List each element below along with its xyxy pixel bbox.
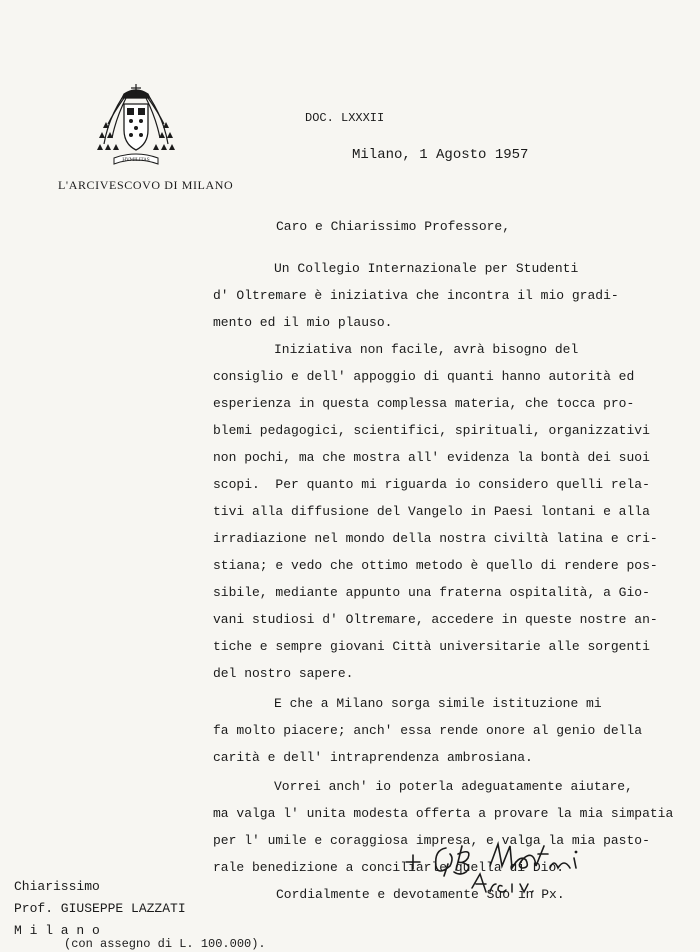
date-line: Milano, 1 Agosto 1957	[352, 147, 529, 163]
body-line: rale benedizione a conciliarle quella di Dio.	[213, 860, 565, 875]
body-line: mento ed il mio plauso.	[213, 315, 393, 330]
body-line: scopi. Per quanto mi riguarda io considero quelli rela-	[213, 477, 650, 492]
closing-line: Cordialmente e devotamente Suo in Px.	[276, 887, 565, 902]
body-line: blemi pedagogici, scientifici, spirituali, organizzativi	[213, 423, 650, 438]
body-line: tiche e sempre giovani Città universitarie alle sorgenti	[213, 639, 650, 654]
body-line: Iniziativa non facile, avrà bisogno del	[274, 342, 579, 357]
body-line: ma valga l' unita modesta offerta a provare la mia simpatia	[213, 806, 674, 821]
body-line: del nostro sapere.	[213, 666, 354, 681]
handwritten-signature	[398, 836, 608, 900]
body-line: carità e dell' intraprendenza ambrosiana.	[213, 750, 533, 765]
coat-of-arms-icon	[96, 84, 176, 176]
body-line: per l' umile e coraggiosa impresa, e valga la mia pasto-	[213, 833, 650, 848]
body-line: E che a Milano sorga simile istituzione mi	[274, 696, 602, 711]
document-number: DOC. LXXXII	[305, 111, 385, 125]
body-line: esperienza in questa complessa materia, che tocca pro-	[213, 396, 635, 411]
letterhead-title: L'ARCIVESCOVO DI MILANO	[58, 178, 234, 192]
body-line: stiana; e vedo che ottimo metodo è quello di rendere pos-	[213, 558, 658, 573]
body-line: tivi alla diffusione del Vangelo in Paesi lontani e alla	[213, 504, 650, 519]
addressee-name: Prof. GIUSEPPE LAZZATI	[14, 901, 186, 916]
body-line: Vorrei anch' io poterla adeguatamente aiutare,	[274, 779, 633, 794]
body-line: Un Collegio Internazionale per Studenti	[274, 261, 579, 276]
salutation: Caro e Chiarissimo Professore,	[276, 219, 511, 234]
body-line: vani studiosi d' Oltremare, accedere in queste nostre an-	[213, 612, 658, 627]
body-line: consiglio e dell' appoggio di quanti hanno autorità ed	[213, 369, 635, 384]
body-line: fa molto piacere; anch' essa rende onore al genio della	[213, 723, 643, 738]
addressee-line: Chiarissimo	[14, 879, 100, 894]
body-line: sibile, mediante appunto una fraterna ospitalità, a Gio-	[213, 585, 650, 600]
motto-text: HVMILITAS	[122, 158, 150, 163]
body-line: non pochi, ma che mostra all' evidenza la bontà dei suoi	[213, 450, 650, 465]
body-line: irradiazione nel mondo della nostra civiltà latina e cri-	[213, 531, 658, 546]
body-line: d' Oltremare è iniziativa che incontra il mio gradi-	[213, 288, 619, 303]
enclosure-note: (con assegno di L. 100.000).	[64, 937, 266, 951]
addressee-city: M i l a n o	[14, 923, 100, 938]
